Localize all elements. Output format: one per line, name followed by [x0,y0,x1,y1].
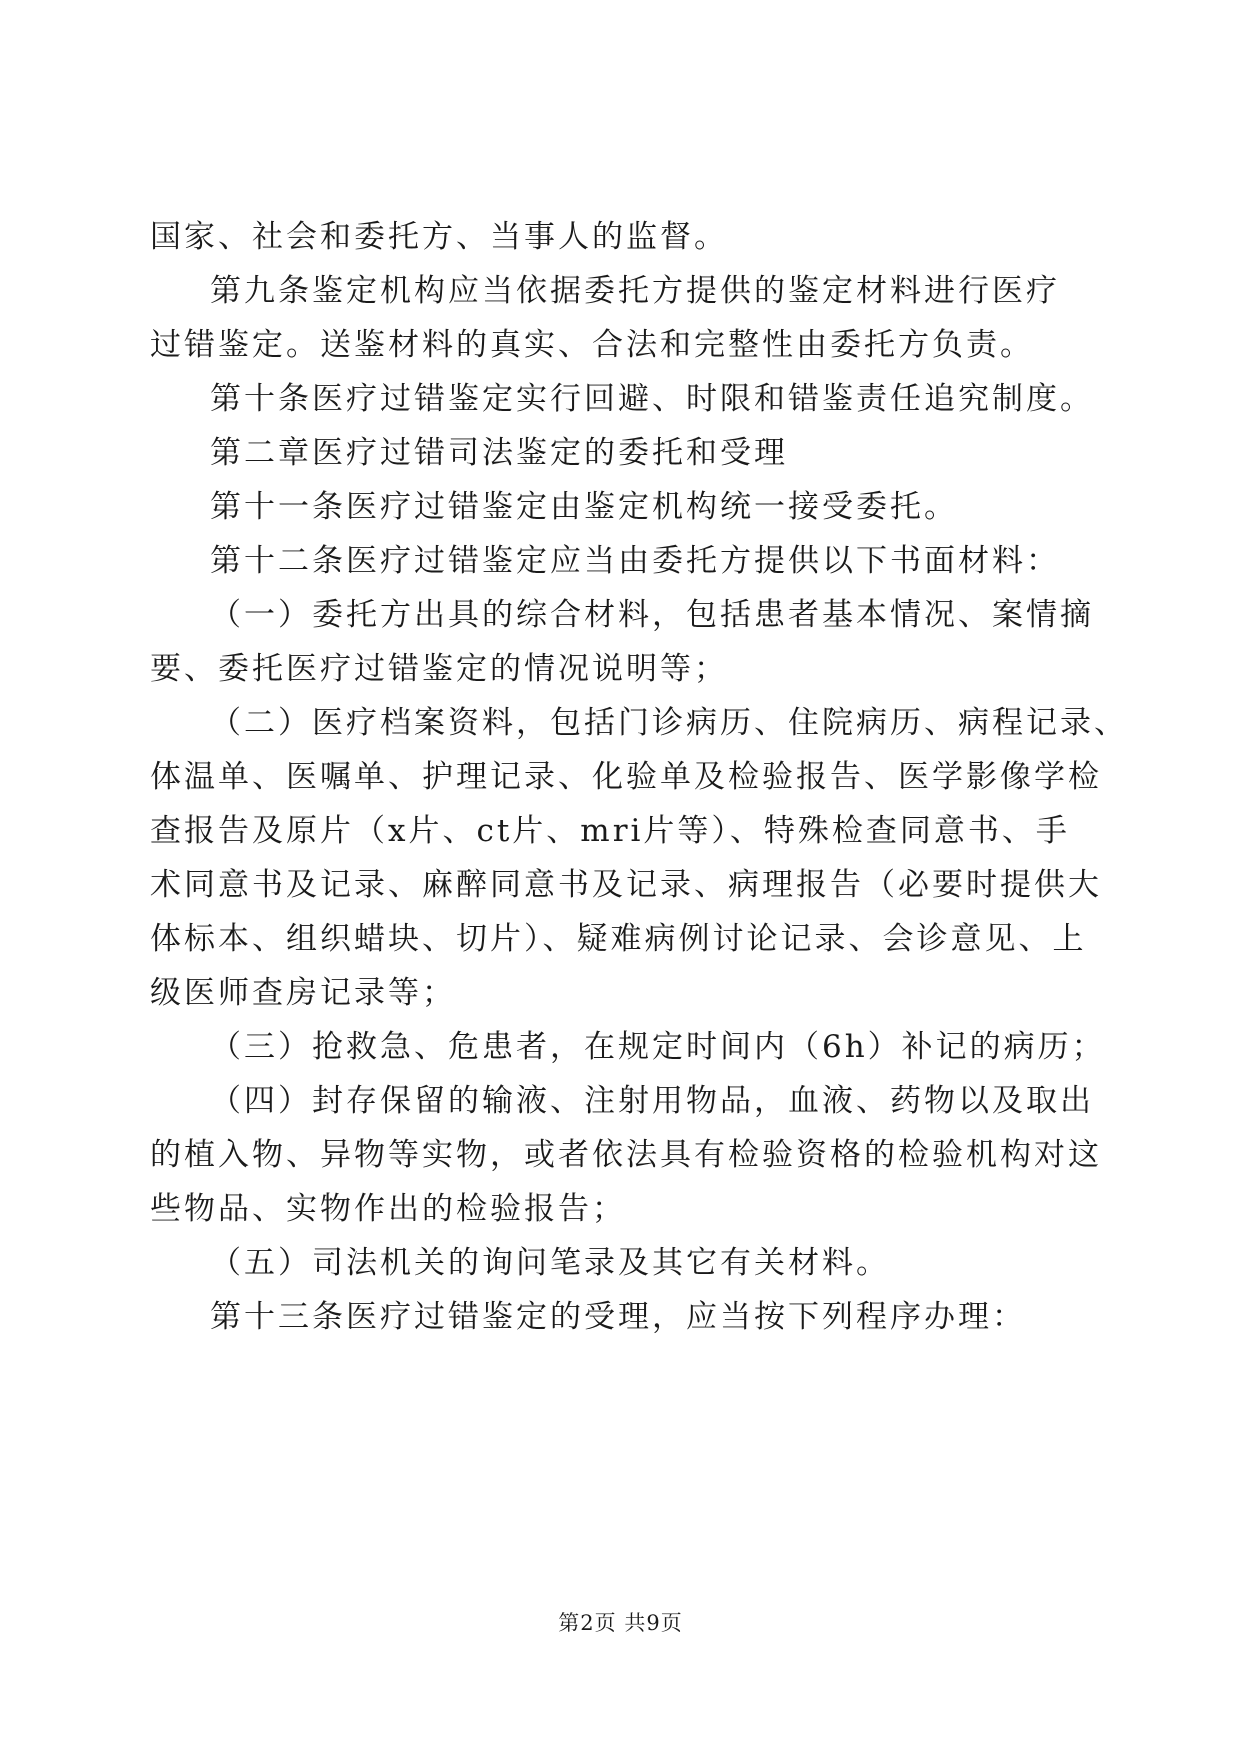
text-line-14: 体标本、组织蜡块、切片）、疑难病例讨论记录、会诊意见、上 [150,921,1087,957]
text-line-18: 的植入物、异物等实物，或者依法具有检验资格的检验机构对这 [150,1137,1102,1173]
text-line-15: 级医师查房记录等； [150,975,456,1011]
text-line-1: 国家、社会和委托方、当事人的监督。 [150,219,728,255]
text-line-7: 第十二条医疗过错鉴定应当由委托方提供以下书面材料： [210,543,1060,579]
text-line-16: （三）抢救急、危患者，在规定时间内（6h）补记的病历； [210,1029,1106,1065]
text-line-12: 查报告及原片（x片、ct片、mri片等）、特殊检查同意书、手 [150,813,1070,849]
text-line-6: 第十一条医疗过错鉴定由鉴定机构统一接受委托。 [210,489,958,525]
page-number-footer: 第2页 共9页 [558,1611,683,1635]
text-line-5: 第二章医疗过错司法鉴定的委托和受理 [210,435,788,471]
text-line-9: 要、委托医疗过错鉴定的情况说明等； [150,651,728,687]
text-line-4: 第十条医疗过错鉴定实行回避、时限和错鉴责任追究制度。 [210,381,1094,417]
text-line-13: 术同意书及记录、麻醉同意书及记录、病理报告（必要时提供大 [150,867,1102,903]
text-line-11: 体温单、医嘱单、护理记录、化验单及检验报告、医学影像学检 [150,759,1102,795]
text-line-19: 些物品、实物作出的检验报告； [150,1191,626,1227]
text-line-21: 第十三条医疗过错鉴定的受理，应当按下列程序办理： [210,1299,1026,1335]
text-line-2: 第九条鉴定机构应当依据委托方提供的鉴定材料进行医疗 [210,273,1060,309]
text-line-17: （四）封存保留的输液、注射用物品，血液、药物以及取出 [210,1083,1094,1119]
text-line-10: （二）医疗档案资料，包括门诊病历、住院病历、病程记录、 [210,705,1128,741]
text-line-3: 过错鉴定。送鉴材料的真实、合法和完整性由委托方负责。 [150,327,1034,363]
text-line-20: （五）司法机关的询问笔录及其它有关材料。 [210,1245,890,1281]
text-line-8: （一）委托方出具的综合材料，包括患者基本情况、案情摘 [210,597,1094,633]
